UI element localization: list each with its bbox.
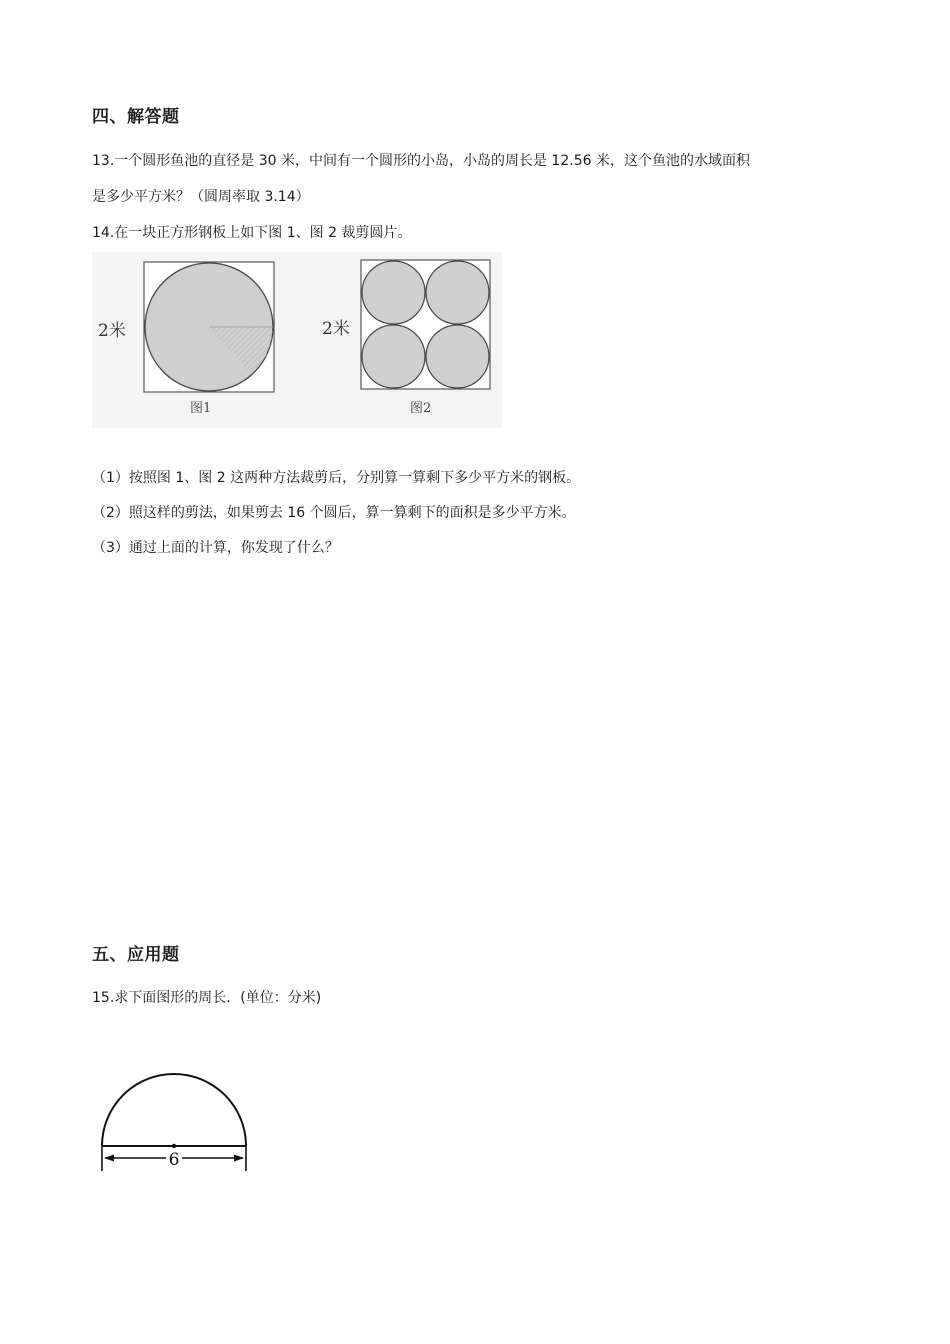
center-point xyxy=(172,1144,176,1148)
q14-figures xyxy=(92,252,502,428)
fig2-side-label: 2米 xyxy=(322,319,350,339)
q14-intro: 14.在一块正方形钢板上如下图 1、图 2 裁剪圆片。 xyxy=(92,225,412,241)
q14-sub2: （2）照这样的剪法，如果剪去 16 个圆后，算一算剩下的面积是多少平方米。 xyxy=(92,505,576,521)
section-heading-5: 五、应用题 xyxy=(92,945,180,965)
q14-sub1: （1）按照图 1、图 2 这两种方法裁剪后，分别算一算剩下多少平方米的钢板。 xyxy=(92,470,581,486)
q13-line1: 13.一个圆形鱼池的直径是 30 米，中间有一个圆形的小岛，小岛的周长是 12.56 米，这个鱼池的水域面积 xyxy=(92,153,750,169)
semicircle-arc xyxy=(102,1074,246,1146)
fig1-caption: 图1 xyxy=(190,401,212,416)
fig2-circle xyxy=(362,325,425,388)
q15-semicircle-figure xyxy=(95,1060,255,1175)
fig2-caption: 图2 xyxy=(410,401,432,416)
fig2-circle xyxy=(426,325,489,388)
q13-line2: 是多少平方米？（圆周率取 3.14） xyxy=(92,189,310,205)
q15-text: 15.求下面图形的周长．(单位：分米) xyxy=(92,990,322,1006)
arrow-right-icon xyxy=(234,1155,244,1162)
arrow-left-icon xyxy=(104,1155,114,1162)
section-heading-4: 四、解答题 xyxy=(92,107,180,127)
fig2-circle xyxy=(362,261,425,324)
fig1-side-label: 2米 xyxy=(98,321,126,341)
q14-sub3: （3）通过上面的计算，你发现了什么？ xyxy=(92,540,339,556)
dimension-label: 6 xyxy=(168,1150,180,1170)
fig2-circle xyxy=(426,261,489,324)
